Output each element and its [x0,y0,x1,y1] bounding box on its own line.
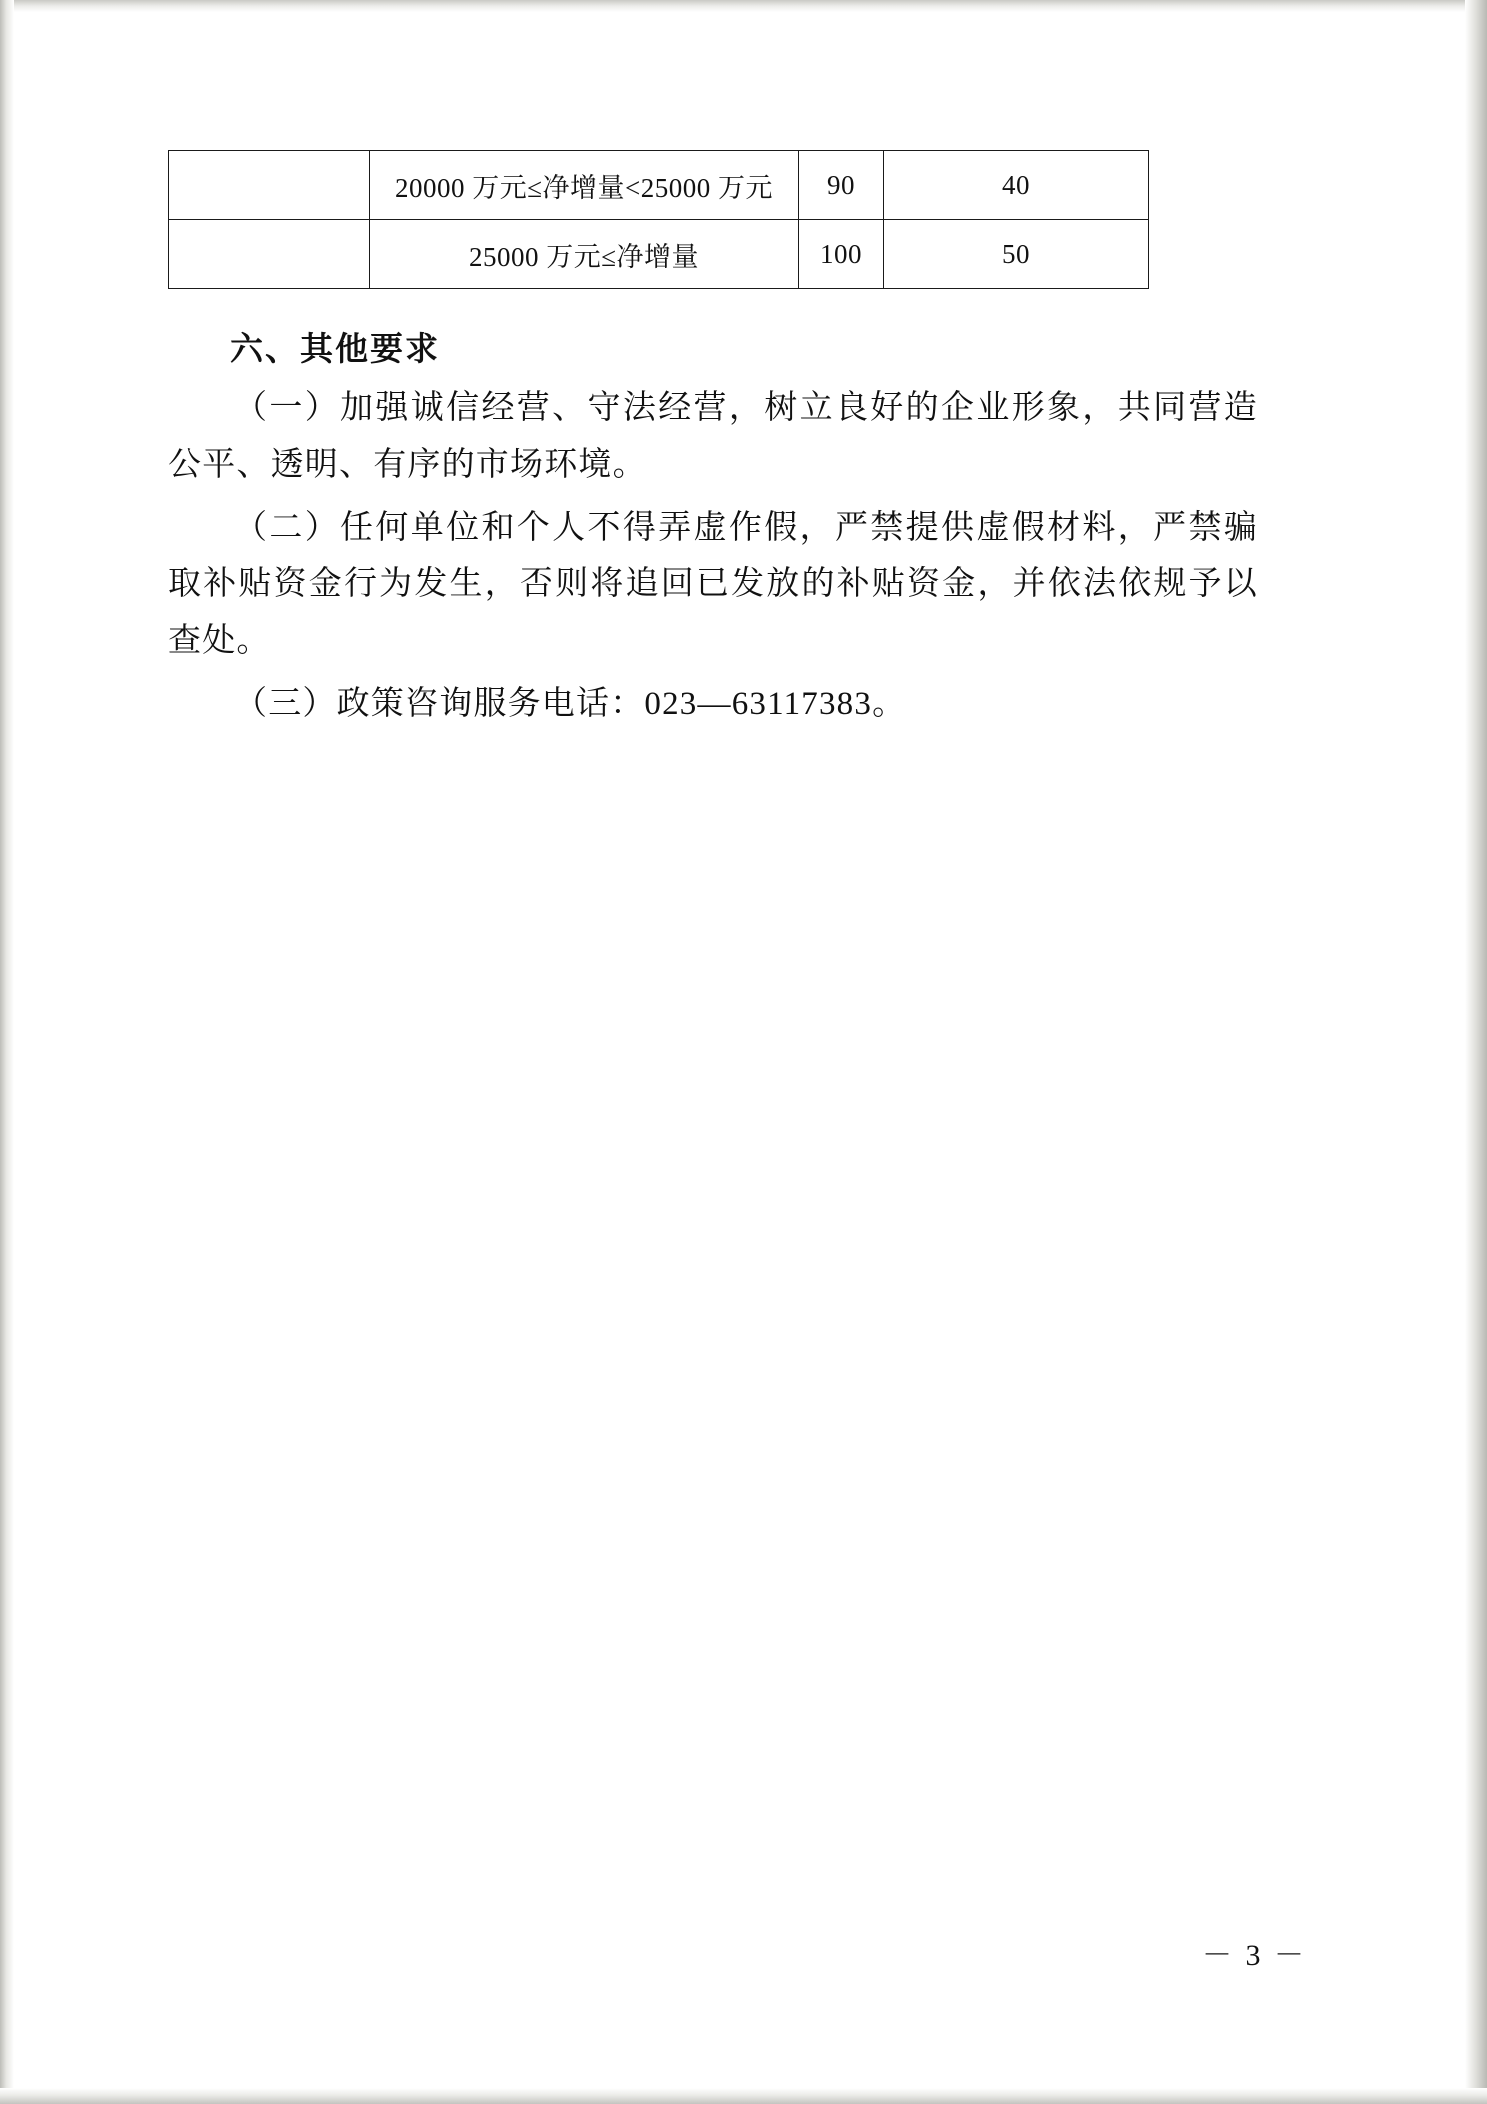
paragraph-2: （二）任何单位和个人不得弄虚作假，严禁提供虚假材料，严禁骗取补贴资金行为发生，否则将追回已发放的补贴资金，并依法依规予以查处。 [168,509,1258,659]
section-title: 六、其他要求 [230,329,440,368]
scan-edge-right [1465,0,1487,2104]
table-cell-blank [169,151,370,220]
table-cell-range: 20000 万元≤净增量<25000 万元 [370,151,799,220]
scan-edge-top [0,0,1487,12]
table-cell-score1: 100 [799,220,884,289]
table-cell-score1: 90 [799,151,884,220]
table-row [169,220,1149,289]
table-cell-score2: 50 [884,220,1149,289]
paragraph-1: （一）加强诚信经营、守法经营，树立良好的企业形象，共同营造公平、透明、有序的市场环境。 [168,390,1258,483]
table-cell-range: 25000 万元≤净增量 [370,220,799,289]
page-content [168,150,1328,739]
paragraph-3: （三）政策咨询服务电话：023—63117383。 [234,685,907,722]
scan-edge-bottom [0,2088,1487,2104]
scan-edge-left [0,0,14,2104]
table-cell-score2: 40 [884,151,1149,220]
table-row [169,151,1149,220]
page-number: － 3 － [1202,1939,1307,1972]
table-cell-blank [169,220,370,289]
score-table [168,150,1149,289]
